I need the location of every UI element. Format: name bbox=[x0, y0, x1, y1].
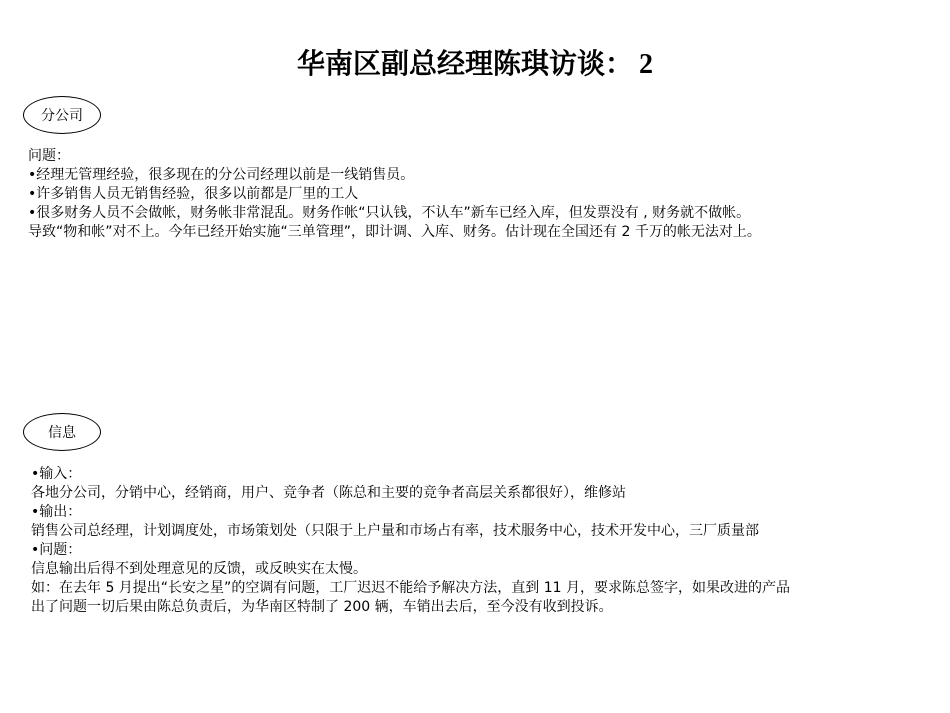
notes-line: 信息输出后得不到处理意见的反馈，或反映实在太慢。 bbox=[31, 561, 367, 577]
title-text: 华南区副总经理陈琪访谈： bbox=[296, 47, 633, 80]
notes-line: 如：在去年 5 月提出“长安之星”的空调有问题，工厂迟迟不能给予解决方法，直到 11 月，要求陈总签字，如果改进的产品 bbox=[31, 580, 791, 596]
notes-line: 各地分公司，分销中心，经销商，用户、竞争者（陈总和主要的竞争者高层关系都很好），维修站 bbox=[31, 485, 626, 501]
information-notes bbox=[31, 465, 790, 617]
notes-line: •经理无管理经验，很多现在的分公司经理以前是一线销售员。 bbox=[28, 167, 415, 183]
notes-line: •输入： bbox=[31, 466, 82, 482]
notes-line: •输出： bbox=[31, 504, 82, 520]
branch-company-notes bbox=[28, 147, 761, 242]
notes-line: 销售公司总经理，计划调度处，市场策划处（只限于上户量和市场占有率，技术服务中心，技术开发中心，三厂质量部 bbox=[31, 523, 759, 539]
notes-line: •很多财务人员不会做帐，财务帐非常混乱。财务作帐“只认钱，不认车”新车已经入库，但发票没有 , 财务就不做帐。 bbox=[28, 205, 751, 221]
title-number: 2 bbox=[639, 49, 653, 80]
information-label: 信息 bbox=[48, 425, 76, 441]
notes-line: •问题： bbox=[31, 542, 82, 558]
page-title bbox=[0, 44, 950, 85]
notes-line: 出了问题一切后果由陈总负责后，为华南区特制了 200 辆，车销出去后，至今没有收到投诉。 bbox=[31, 599, 613, 615]
branch-company-oval bbox=[23, 96, 101, 134]
notes-line: 导致“物和帐”对不上。今年已经开始实施“三单管理”，即计调、入库、财务。估计现在全国还有 2 千万的帐无法对上。 bbox=[28, 224, 761, 240]
branch-company-label: 分公司 bbox=[41, 108, 83, 124]
information-oval bbox=[23, 413, 101, 451]
notes-line: 问题： bbox=[28, 148, 70, 164]
notes-line: •许多销售人员无销售经验，很多以前都是厂里的工人 bbox=[28, 186, 359, 202]
